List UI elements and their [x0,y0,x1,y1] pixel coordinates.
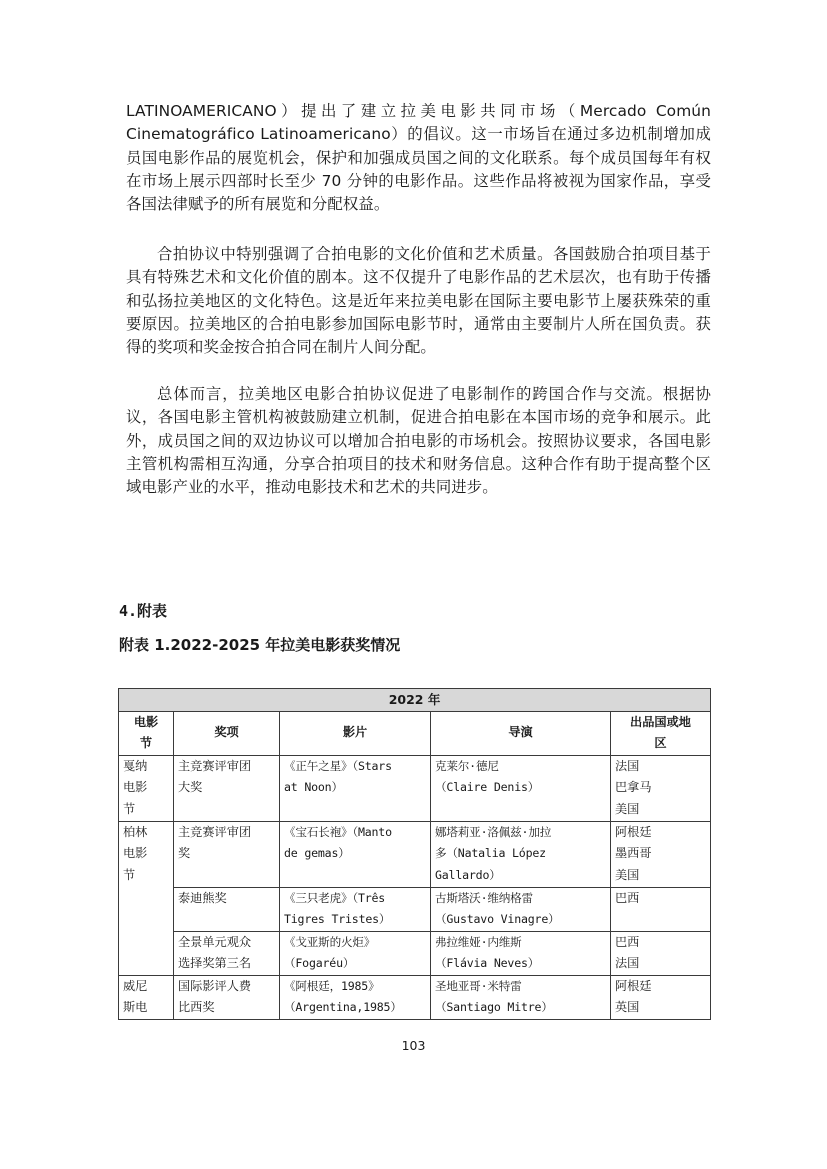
cell-line: 《三只老虎》（Três [284,890,386,905]
cell-director [431,931,611,975]
table-row [119,755,711,821]
cell-line: 《阿根廷，1985》 [284,978,380,993]
cell-line: Tigres Tristes） [284,912,391,926]
cell-director [431,821,611,887]
cell-line: 美国 [615,801,640,816]
cell-line: 节 [123,867,136,882]
table-row [119,887,711,931]
paragraph-3 [126,383,711,499]
cell-line: at Noon） [284,780,343,794]
paragraph-1 [126,100,711,216]
cell-line: Gallardo） [435,867,501,882]
cell-festival [119,755,174,821]
cell-line: 墨西哥 [615,846,652,860]
year-label: 2022 年 [119,689,711,712]
paragraph-1-text: LATINOAMERICANO）提出了建立拉美电影共同市场（Mercado Común Cinematográfico Latinoamericano）的倡议。这一市场旨在通过多边机制增加成员国电影作品的展览机会，保护和加强成员国之间的文化联系。每个成员国每年有权在市场上展示四部时长至少 70 分钟的电影作品。这些作品将被视为国家作品，享受各国法律赋予的所有展览和分配权益。 [126,102,711,214]
cell-award [174,821,280,887]
paragraph-3-text: 总体而言，拉美地区电影合拍协议促进了电影制作的跨国合作与交流。根据协议，各国电影主管机构被鼓励建立机制，促进合拍电影在本国市场的竞争和展示。此外，成员国之间的双边协议可以增加合拍电影的市场机会。按照协议要求，各国电影主管机构需相互沟通，分享合拍项目的技术和财务信息。这种合作有助于提高整个区域电影产业的水平，推动电影技术和艺术的共同进步。 [126,385,711,497]
header-director: 导演 [431,711,611,755]
cell-line: 大奖 [178,780,203,794]
cell-line: 美国 [615,867,640,882]
cell-line: 英国 [615,1000,640,1014]
cell-country [611,975,711,1019]
cell-line: 法国 [615,956,640,970]
cell-film [280,821,431,887]
header-award: 奖项 [174,711,280,755]
cell-line: 法国 [615,758,640,773]
cell-line: （Gustavo Vinagre） [435,912,560,926]
cell-film [280,755,431,821]
paragraph-2 [126,243,711,359]
table-caption: 附表 1.2022-2025 年拉美电影获奖情况 [119,636,401,654]
year-row [119,689,711,712]
cell-award [174,887,280,931]
cell-line: de gemas） [284,846,350,860]
table-row [119,821,711,887]
cell-country [611,931,711,975]
cell-line: 戛纳 [123,758,148,773]
cell-line: 古斯塔沃·维纳格雷 [435,890,533,905]
cell-line: 巴西 [615,934,640,949]
header-row [119,711,711,755]
cell-line: 克莱尔·德尼 [435,758,499,773]
cell-line: （Santiago Mitre） [435,1000,553,1014]
cell-award [174,931,280,975]
header-country [611,711,711,755]
cell-line: 国际影评人费 [178,978,252,993]
cell-country [611,755,711,821]
cell-film [280,931,431,975]
cell-line: 选择奖第三名 [178,956,252,970]
cell-line: 电影 [123,846,148,860]
cell-award [174,755,280,821]
paragraph-2-text: 合拍协议中特别强调了合拍电影的文化价值和艺术质量。各国鼓励合拍项目基于具有特殊艺术和文化价值的剧本。这不仅提升了电影作品的艺术层次，也有助于传播和弘扬拉美地区的文化特色。这是近年来拉美电影在国际主要电影节上屡获殊荣的重要原因。拉美地区的合拍电影参加国际电影节时，通常由主要制片人所在国负责。获得的奖项和奖金按合拍合同在制片人间分配。 [126,245,711,357]
cell-line: （Argentina,1985） [284,1000,402,1014]
header-country-line: 出品国或地 [630,714,691,729]
cell-line: 电影 [123,780,148,794]
header-festival-line: 电影 [133,714,159,729]
cell-film [280,887,431,931]
header-festival [119,711,174,755]
cell-line: 娜塔莉亚·洛佩兹·加拉 [435,824,552,839]
cell-line: 多（Natalia López [435,846,546,860]
cell-line: 《正午之星》（Stars [284,758,392,773]
cell-line: 圣地亚哥·米特雷 [435,978,522,993]
cell-director [431,887,611,931]
awards-table [118,688,711,1020]
cell-film [280,975,431,1019]
cell-festival [119,975,174,1019]
cell-line: 阿根廷 [615,824,652,839]
cell-director [431,755,611,821]
cell-line: 阿根廷 [615,978,652,993]
table-row [119,931,711,975]
cell-line: 《戈亚斯的火炬》 [284,934,376,949]
cell-line: 全景单元观众 [178,934,252,949]
cell-line: 泰迪熊奖 [178,890,227,905]
cell-line: （Fogaréu） [284,956,355,970]
cell-line: 主竞赛评审团 [178,758,252,773]
cell-line: 斯电 [123,1000,148,1014]
header-country-line: 区 [654,736,667,750]
cell-festival [119,821,174,975]
cell-line: 比西奖 [178,1000,215,1014]
header-film: 影片 [280,711,431,755]
cell-award [174,975,280,1019]
cell-line: 巴西 [615,890,640,905]
cell-line: 弗拉维娅·内维斯 [435,934,522,949]
page-number: 103 [401,1038,426,1053]
cell-line: 柏林 [123,824,148,839]
cell-line: 奖 [178,846,191,860]
cell-line: 节 [123,801,136,816]
header-festival-line: 节 [139,736,153,750]
section-heading: 4.附表 [119,602,168,620]
cell-director [431,975,611,1019]
cell-line: （Claire Denis） [435,780,540,794]
cell-line: 威尼 [123,978,148,993]
cell-country [611,821,711,887]
cell-line: 巴拿马 [615,780,652,794]
table-row [119,975,711,1019]
cell-line: 《宝石长袍》（Manto [284,824,392,839]
cell-country [611,887,711,931]
cell-line: （Flávia Neves） [435,956,540,970]
cell-line: 主竞赛评审团 [178,824,252,839]
